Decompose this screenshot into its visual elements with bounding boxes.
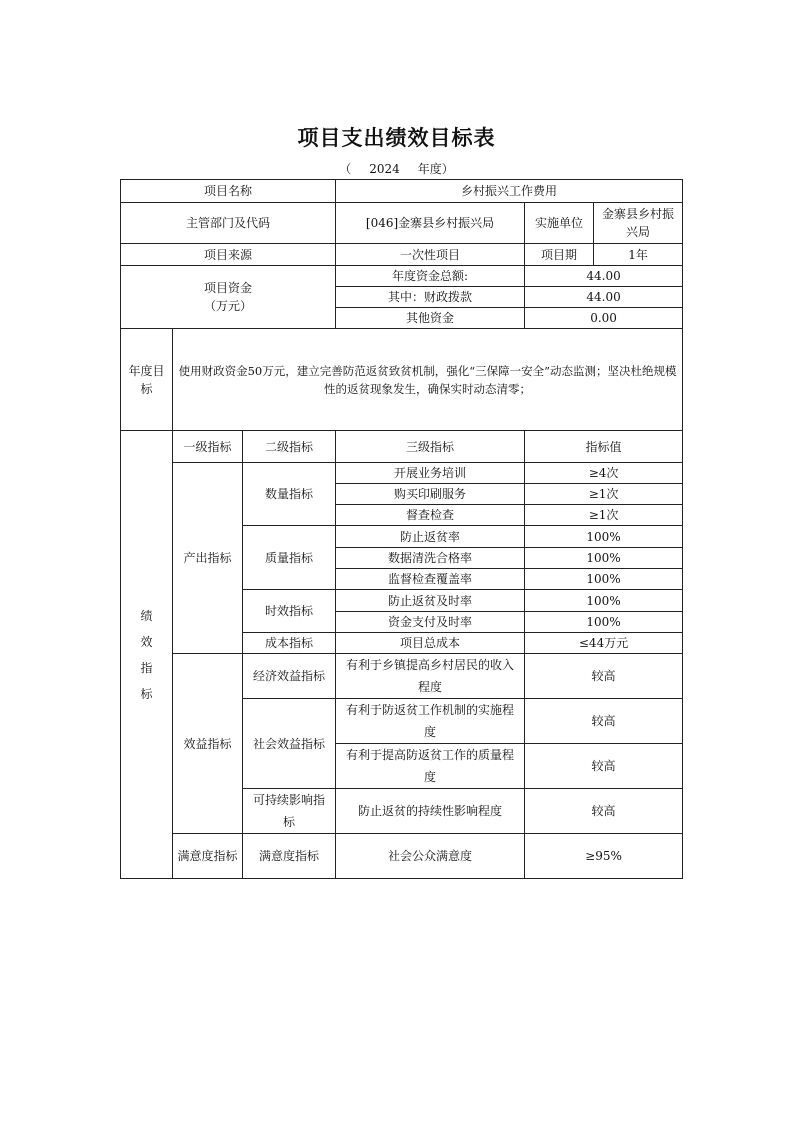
annual-goal-text: 使用财政资金50万元，建立完善防范返贫致贫机制，强化“三保障一安全”动态监测；坚决杜绝规模性的返贫现象发生，确保实时动态清零； bbox=[173, 329, 683, 431]
indicator-name: 数据清洗合格率 bbox=[336, 548, 525, 569]
period-value: 1年 bbox=[594, 244, 683, 266]
indicator-name-text: 有利于提高防返贫工作的质量程度 bbox=[346, 748, 515, 784]
fund-label-line2: （万元） bbox=[204, 299, 253, 313]
satisfaction-l2-label: 满意度指标 bbox=[243, 834, 336, 879]
quality-indicator-label: 质量指标 bbox=[243, 526, 336, 590]
economic-indicator-label bbox=[243, 654, 336, 699]
fund-other-label: 其他资金 bbox=[336, 308, 525, 329]
indicator-name bbox=[336, 744, 525, 789]
indicator-value: 较高 bbox=[525, 789, 683, 834]
source-label: 项目来源 bbox=[121, 244, 336, 266]
indicator-value: ≥4次 bbox=[525, 463, 683, 484]
indicator-name-text: 有利于防返贫工作机制的实施程度 bbox=[346, 703, 515, 739]
indicator-value: 100% bbox=[525, 526, 683, 548]
indicator-name: 社会公众满意度 bbox=[336, 834, 525, 879]
satisfaction-l1-text: 满意度指标 bbox=[177, 849, 238, 863]
indicator-name: 防止返贫的持续性影响程度 bbox=[336, 789, 525, 834]
indicator-value: ≥1次 bbox=[525, 484, 683, 505]
indicator-value: 较高 bbox=[525, 744, 683, 789]
social-indicator-text: 社会效益指标 bbox=[253, 736, 326, 751]
table-row bbox=[121, 463, 683, 484]
indicator-name: 开展业务培训 bbox=[336, 463, 525, 484]
col-level2-header: 二级指标 bbox=[243, 431, 336, 463]
indicator-name bbox=[336, 699, 525, 744]
benefit-indicator-label: 效益指标 bbox=[173, 654, 243, 834]
row-project-name bbox=[121, 180, 683, 203]
year-value: 2024 bbox=[369, 162, 400, 176]
fund-fiscal-value: 44.00 bbox=[525, 287, 683, 308]
row-department bbox=[121, 203, 683, 244]
col-level1-header: 一级指标 bbox=[173, 431, 243, 463]
year-prefix: （ bbox=[339, 162, 352, 176]
indicator-name: 监督检查覆盖率 bbox=[336, 569, 525, 590]
satisfaction-l1-label bbox=[173, 834, 243, 879]
indicator-name: 防止返贫及时率 bbox=[336, 590, 525, 612]
section-performance-text: 绩效指标 bbox=[140, 608, 153, 701]
social-indicator-label bbox=[243, 699, 336, 789]
period-label: 项目期 bbox=[525, 244, 594, 266]
indicator-value: 较高 bbox=[525, 699, 683, 744]
col-level3-header: 三级指标 bbox=[336, 431, 525, 463]
row-fund-total bbox=[121, 266, 683, 287]
fund-fiscal-label: 其中：财政拨款 bbox=[336, 287, 525, 308]
source-value: 一次性项目 bbox=[336, 244, 525, 266]
indicator-name: 督查检查 bbox=[336, 505, 525, 526]
indicator-name: 防止返贫率 bbox=[336, 526, 525, 548]
indicator-value: 100% bbox=[525, 612, 683, 633]
cost-indicator-label: 成本指标 bbox=[243, 633, 336, 654]
col-value-header: 指标值 bbox=[525, 431, 683, 463]
fund-label-line1: 项目资金 bbox=[204, 281, 253, 295]
fund-total-value: 44.00 bbox=[525, 266, 683, 287]
indicator-value: 较高 bbox=[525, 654, 683, 699]
performance-table bbox=[120, 179, 683, 879]
annual-goal-label: 年度目标 bbox=[121, 329, 173, 431]
row-source bbox=[121, 244, 683, 266]
row-indicator-header bbox=[121, 431, 683, 463]
page-title: 项目支出绩效目标表 bbox=[297, 126, 496, 150]
timeliness-indicator-label: 时效指标 bbox=[243, 590, 336, 633]
impl-unit-label: 实施单位 bbox=[525, 203, 594, 244]
indicator-value: 100% bbox=[525, 569, 683, 590]
economic-indicator-text: 经济效益指标 bbox=[253, 669, 326, 683]
indicator-name: 资金支付及时率 bbox=[336, 612, 525, 633]
indicator-name: 购买印刷服务 bbox=[336, 484, 525, 505]
project-name-label: 项目名称 bbox=[121, 180, 336, 203]
sustain-indicator-label bbox=[243, 789, 336, 834]
department-value: [046]金寨县乡村振兴局 bbox=[336, 203, 525, 244]
section-performance-label bbox=[121, 431, 173, 879]
table-row bbox=[121, 654, 683, 699]
row-annual-goal bbox=[121, 329, 683, 431]
indicator-value: ≤44万元 bbox=[525, 633, 683, 654]
indicator-value: ≥1次 bbox=[525, 505, 683, 526]
impl-unit-value: 金寨县乡村振兴局 bbox=[594, 203, 683, 244]
fund-total-label: 年度资金总额: bbox=[336, 266, 525, 287]
indicator-value: ≥95% bbox=[525, 834, 683, 879]
indicator-value: 100% bbox=[525, 548, 683, 569]
fund-label bbox=[121, 266, 336, 329]
sustain-indicator-text: 可持续影响指标 bbox=[253, 793, 326, 829]
indicator-name-text: 有利于乡镇提高乡村居民的收入程度 bbox=[346, 658, 515, 694]
indicator-value: 100% bbox=[525, 590, 683, 612]
indicator-name: 项目总成本 bbox=[336, 633, 525, 654]
table-row bbox=[121, 834, 683, 879]
department-label: 主管部门及代码 bbox=[121, 203, 336, 244]
output-indicator-label: 产出指标 bbox=[173, 463, 243, 654]
quantity-indicator-label: 数量指标 bbox=[243, 463, 336, 526]
fund-other-value: 0.00 bbox=[525, 308, 683, 329]
year-line bbox=[0, 160, 793, 177]
project-name-value: 乡村振兴工作费用 bbox=[336, 180, 683, 203]
year-suffix: 年度） bbox=[417, 162, 454, 176]
indicator-name bbox=[336, 654, 525, 699]
